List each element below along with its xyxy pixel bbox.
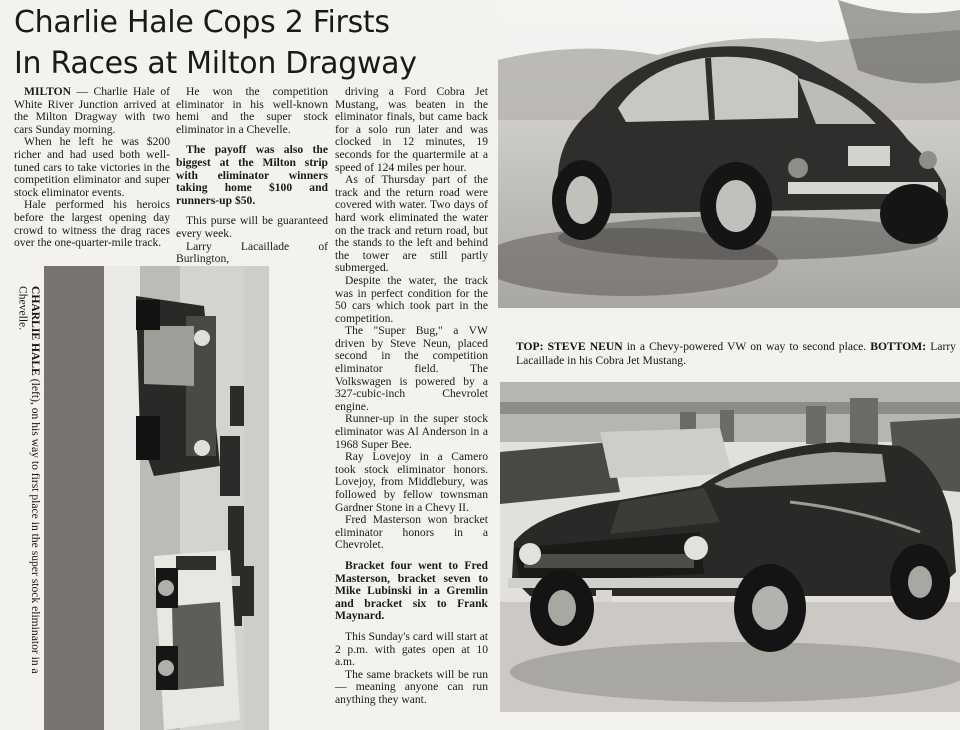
caption-bottom-text: Larry Lacaillade in his Cobra Jet Mustang. xyxy=(516,340,956,367)
photo-caption-right xyxy=(516,340,956,368)
caption-top-text: in a Chevy-powered VW on way to second place. xyxy=(622,340,871,353)
col1-paragraph-1: — Charlie Hale of White River Junction arrived at the Milton Dragway with two cars Sunday morning. xyxy=(14,85,170,136)
col2-paragraph-2: The payoff was also the biggest at the Milton strip with eliminator winners taking home $100 and runners-up $50. xyxy=(176,143,328,207)
caption-side-text: (left), on his way to first place in the super stock eliminator in a Chevelle. xyxy=(16,286,43,674)
caption-top-lead: TOP: STEVE NEUN xyxy=(516,340,623,353)
headline-line-2: In Races at Milton Dragway xyxy=(14,46,417,81)
article-column-3 xyxy=(335,86,488,707)
col1-paragraph-2: When he left he was $200 richer and had used both well-tuned cars to take victories in the competition eliminator and super stock eliminator events. xyxy=(14,135,170,199)
col3-paragraph-1: driving a Ford Cobra Jet Mustang, was beaten in the eliminator finals, but came back for a solo run later and was clocked in 12 minutes, 19 seconds for the quartermile at a speed of 124 miles per hour. xyxy=(335,85,488,174)
photo-vw-super-bug xyxy=(498,0,960,308)
photo-chevelle xyxy=(44,266,269,730)
col2-paragraph-3: This purse will be guaranteed every week. xyxy=(176,214,328,240)
col3-paragraph-9: This Sunday's card will start at 2 p.m. with gates open at 10 a.m. xyxy=(335,629,488,669)
caption-bottom-lead: BOTTOM: xyxy=(870,340,927,353)
col2-paragraph-4: Larry Lacaillade of Burlington, xyxy=(176,239,328,266)
col3-paragraph-2: As of Thursday part of the track and the return road were covered with water. Two days of hard work eliminated the water on the track and return road, but the stands to the left and behind the tower are still partly submerged. xyxy=(335,173,488,275)
col3-paragraph-4: The "Super Bug," a VW driven by Steve Neun, placed second in the competition eliminator field. The Volkswagen is powered by a 327-cubic-inch Chevrolet engine. xyxy=(335,324,488,413)
dateline: MILTON xyxy=(24,85,72,98)
col3-paragraph-6: Ray Lovejoy in a Camero took stock eliminator honors. Lovejoy, from Middlebury, was followed by fellow townsman Gardner Stone in a Chevy II. xyxy=(335,450,488,514)
article-column-1 xyxy=(14,86,170,250)
col2-paragraph-1: He won the competition eliminator in his well-known hemi and the super stock eliminator in a Chevelle. xyxy=(176,85,328,136)
article-column-2 xyxy=(176,86,328,266)
col1-paragraph-3: Hale performed his heroics before the largest opening day crowd to witness the drag races over the one-quarter-mile track. xyxy=(14,198,170,250)
col3-paragraph-3: Despite the water, the track was in perfect condition for the 50 cars which took part in the competition. xyxy=(335,273,488,325)
col3-paragraph-10: The same brackets will be run — meaning anyone can run anything they want. xyxy=(335,667,488,706)
photo-caption-left-wrap xyxy=(16,286,43,718)
caption-side-lead: CHARLIE HALE xyxy=(29,286,43,376)
col3-paragraph-5: Runner-up in the super stock eliminator was Al Anderson in a 1968 Super Bee. xyxy=(335,412,488,451)
headline-line-1: Charlie Hale Cops 2 Firsts xyxy=(14,5,390,40)
headline xyxy=(14,2,494,84)
photo-cobra-jet-mustang xyxy=(500,382,960,712)
col3-paragraph-7: Fred Masterson won bracket eliminator honors in a Chevrolet. xyxy=(335,513,488,552)
photo-caption-left xyxy=(16,286,41,718)
col3-paragraph-8: Bracket four went to Fred Masterson, bracket seven to Mike Lubinski in a Gremlin and bracket six to Frank Maynard. xyxy=(335,558,488,623)
